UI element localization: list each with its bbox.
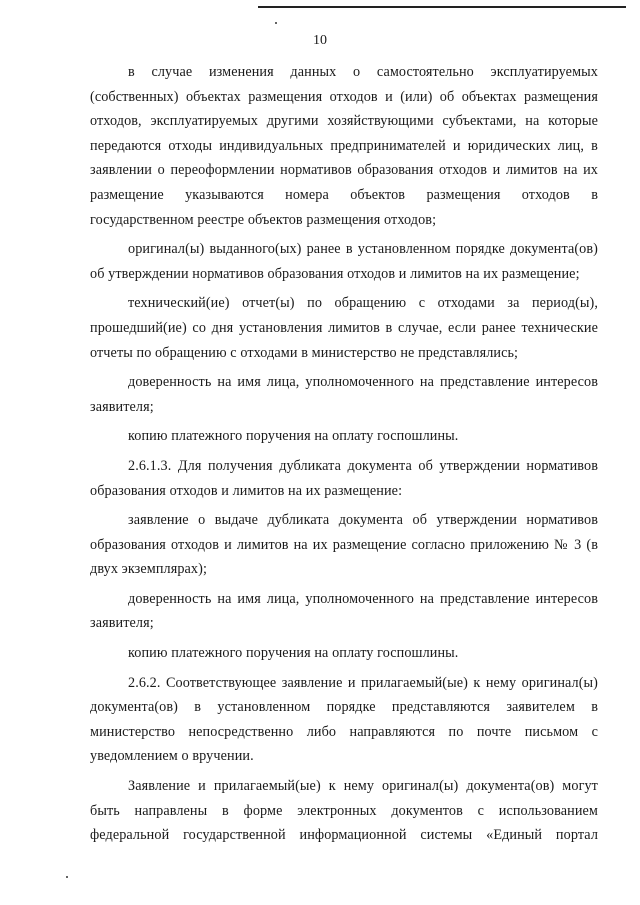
scan-speck: [275, 22, 277, 24]
paragraph-section-2-6-2: 2.6.2. Соответствующее заявление и прилагаемый(ые) к нему оригинал(ы) документа(ов) в установленном порядке представляются заявителем в министерство непосредственно либо направляются по почте письмом с уведомлением о вручении.: [90, 674, 598, 765]
paragraph-power-of-attorney-2: доверенность на имя лица, уполномоченного на представление интересов заявителя;: [90, 590, 598, 632]
paragraph-original-documents: оригинал(ы) выданного(ых) ранее в установленном порядке документа(ов) об утверждении нормативов образования отходов и лимитов на их размещение;: [90, 241, 598, 282]
paragraph-electronic-submission: Заявление и прилагаемый(ые) к нему оригинал(ы) документа(ов) могут быть направлены в форме электронных документов с использованием федеральной государственной информационной системы «Единый портал: [90, 778, 598, 844]
paragraph-change-of-data: в случае изменения данных о самостоятельно эксплуатируемых (собственных) объектах размещения отходов и (или) об объектах размещения отходов, эксплуатируемых другими хозяйствующими субъектами, на которые передаются отходы индивидуальных предпринимателей и юридических лиц, в заявлении о переоформлении нормативов образования отходов и лимитов на их размещение указываются номера объектов размещения отходов в государственном реестре объектов размещения отходов;: [90, 64, 598, 228]
scan-speck: [66, 876, 68, 878]
top-border-line: [258, 6, 626, 8]
page-number: 10: [313, 33, 327, 48]
document-body: [90, 60, 598, 848]
paragraph-duplicate-application: заявление о выдаче дубликата документа об утверждении нормативов образования отходов и лимитов на их размещение согласно приложению № 3 (в двух экземплярах);: [90, 512, 598, 578]
paragraph-payment-order: копию платежного поручения на оплату госпошлины.: [128, 428, 459, 445]
paragraph-section-2-6-1-3: 2.6.1.3. Для получения дубликата документа об утверждении нормативов образования отходов и лимитов на их размещение:: [90, 457, 598, 499]
paragraph-technical-reports: технический(ие) отчет(ы) по обращению с отходами за период(ы), прошедший(ие) со дня установления лимитов в случае, если ранее технические отчеты по обращению с отходами в министерство не представлялись;: [90, 295, 598, 361]
paragraph-payment-order-2: копию платежного поручения на оплату госпошлины.: [128, 645, 459, 662]
paragraph-power-of-attorney: доверенность на имя лица, уполномоченного на представление интересов заявителя;: [90, 374, 598, 415]
